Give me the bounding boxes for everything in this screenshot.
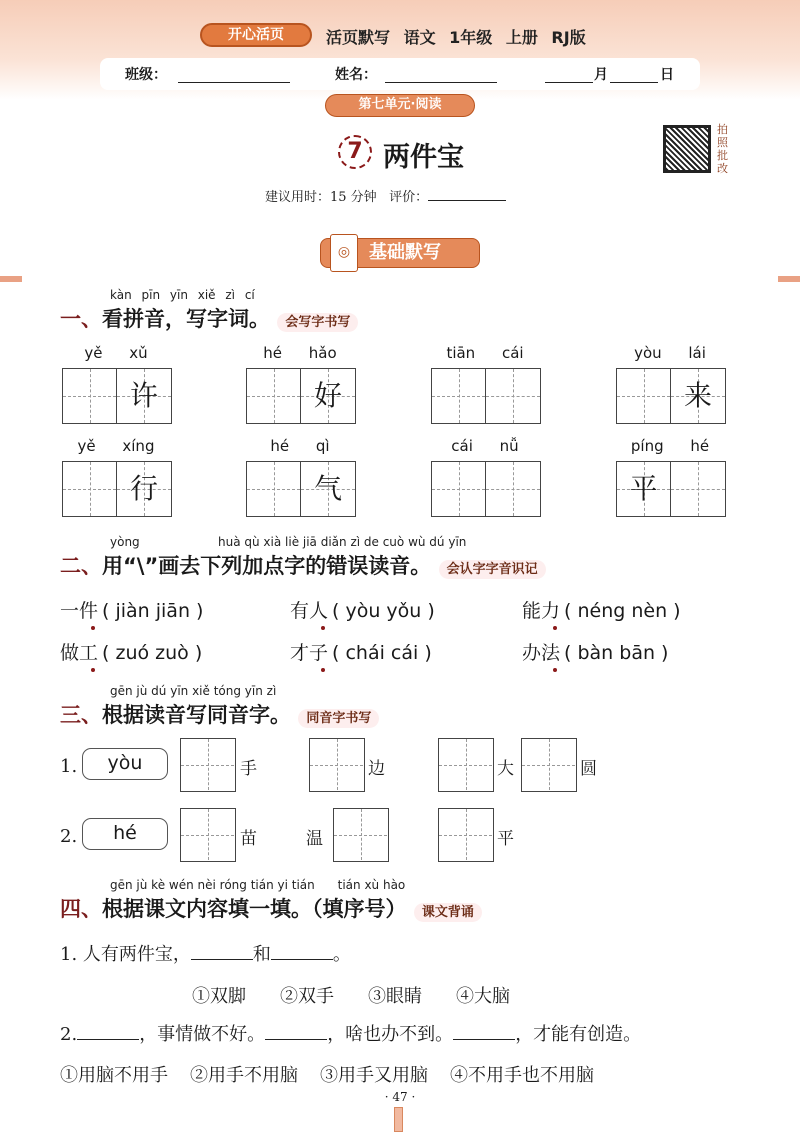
q4-s1-text: 1. 人有两件宝， [60,944,191,965]
given-char: 行 [129,472,158,505]
emphasis-dot [321,626,325,630]
q4-number: 四、 [60,897,102,921]
tianzige-cell[interactable] [301,369,355,423]
q4-s1-and: 和 [252,944,271,965]
word-pinyin: yòu lái [634,344,706,362]
tianzige-cell[interactable] [181,809,234,860]
name-field[interactable] [385,65,497,83]
emphasis-dot [91,668,95,672]
tianzige-cell[interactable] [117,369,171,423]
option: ①双脚 [192,986,246,1007]
q4-s1-blank-2[interactable] [271,959,333,960]
time-hint-text: 建议用时：15 分钟 [265,190,377,205]
pinyin-options[interactable]: ( bàn bān ) [564,642,669,664]
option: ③眼睛 [368,986,422,1007]
search-icon: ◎ [330,234,358,272]
tianzige-box[interactable] [333,808,389,862]
section-banner: 基础默写 [320,238,480,268]
given-char: 平 [629,472,658,505]
q4-sentence-1 [60,940,351,966]
q3-pinyin: gēn jù dú yīn xiě tóng yīn zì [110,684,277,698]
tianzige-cell[interactable] [486,462,540,516]
q2-pinyin-b: huà qù xià liè jiā diǎn zì de cuò wù dú yīn [218,535,467,549]
tianzige-cell[interactable] [432,369,486,423]
pronunciation-item [290,638,432,665]
class-field[interactable] [178,65,290,83]
brand-logo: 开心活页 [200,23,312,47]
q4-heading [60,893,482,923]
emphasis-dot [321,668,325,672]
word-pinyin: hé hǎo [263,344,337,362]
word-pinyin: yě xǔ [84,344,148,362]
given-char: 气 [313,472,342,505]
tianzige-box[interactable] [438,808,494,862]
tianzige-cell[interactable] [439,809,492,860]
dotted-word: 办法 [522,642,561,664]
context-char: 手 [240,759,257,779]
tianzige-cell[interactable] [334,809,387,860]
page-number: · 47 · [384,1090,416,1104]
pinyin-options[interactable]: ( zuó zuò ) [102,642,203,664]
day-label: 日 [660,67,674,83]
pinyin-pill: yòu [82,748,168,780]
tianzige-cell[interactable] [522,739,575,790]
tianzige-pair[interactable] [616,461,726,517]
tianzige-pair[interactable] [62,461,172,517]
word-pinyin: tiān cái [446,344,524,362]
q4-s2-num: 2. [60,1024,78,1045]
pinyin-options[interactable]: ( néng nèn ) [564,600,681,622]
context-char: 温 [306,829,323,849]
q2-number: 二、 [60,554,102,578]
tianzige-cell[interactable] [671,462,725,516]
option: ④大脑 [456,986,510,1007]
tianzige-pair[interactable] [616,368,726,424]
pronunciation-item [290,596,435,623]
time-hint [265,186,506,205]
tianzige-cell[interactable] [486,369,540,423]
q4-s2-options [60,1061,594,1087]
given-char: 许 [129,379,158,412]
q4-s2-blank-1[interactable] [77,1039,139,1040]
tianzige-pair[interactable] [62,368,172,424]
side-marker-left [0,276,22,282]
q4-s1-options [192,982,510,1008]
tianzige-cell[interactable] [63,462,117,516]
tianzige-pair[interactable] [246,368,356,424]
qr-caption: 拍照批改 [717,123,728,175]
given-char: 来 [683,379,712,412]
lesson-title: 两件宝 [383,142,464,173]
pronunciation-item [522,596,681,623]
q4-sentence-2 [60,1020,641,1046]
q1-pinyin: kàn pīn yīn xiě zì cí [110,288,255,302]
tianzige-cell[interactable] [301,462,355,516]
pronunciation-item [60,596,203,623]
context-char: 苗 [240,829,257,849]
tianzige-cell[interactable] [310,739,363,790]
pinyin-options[interactable]: ( jiàn jiān ) [102,600,204,622]
tianzige-cell[interactable] [432,462,486,516]
tianzige-cell[interactable] [117,462,171,516]
q2-pinyin-a: yòng [110,535,140,549]
tianzige-cell[interactable] [247,369,301,423]
q1-number: 一、 [60,307,102,331]
qr-code[interactable] [663,125,711,173]
pronunciation-item [522,638,668,665]
tianzige-box[interactable] [309,738,365,792]
month-field[interactable] [545,65,593,83]
q4-tag: 课文背诵 [414,903,482,922]
day-field[interactable] [610,65,658,83]
dotted-word: 做工 [60,642,99,664]
pronunciation-item [60,638,202,665]
word-pinyin: píng hé [630,437,710,455]
q4-s2-a: ，事情做不好。 [139,1024,266,1045]
q4-s1-blank-1[interactable] [191,959,253,960]
q4-s2-c: ，才能有创造。 [515,1024,642,1045]
option: ③用手又用脑 [320,1065,428,1086]
q2-tag: 会认字字音识记 [439,560,546,579]
q1-heading [60,303,358,333]
rating-label: 评价： [389,190,429,205]
q2-heading [60,550,546,580]
side-marker-right [778,276,800,282]
option: ④不用手也不用脑 [450,1065,594,1086]
tianzige-cell[interactable] [671,369,725,423]
given-char: 好 [313,379,342,412]
q1-tag: 会写字书写 [277,313,358,332]
dotted-word: 一件 [60,600,99,622]
context-char: 平 [497,829,514,849]
option: ①用脑不用手 [60,1065,168,1086]
row-number: 1. [60,756,78,777]
q3-heading [60,699,379,729]
tianzige-cell[interactable] [617,462,671,516]
unit-badge: 第七单元·阅读 [325,94,475,117]
pinyin-pill: hé [82,818,168,850]
context-char: 边 [368,759,385,779]
q2-title: 用“\”画去下列加点字的错误读音。 [102,554,432,578]
word-pinyin: hé qì [270,437,330,455]
rating-field[interactable] [428,200,506,201]
option: ②用手不用脑 [190,1065,298,1086]
q4-title: 根据课文内容填一填。（填序号） [102,897,407,921]
q4-s2-b: ，啥也办不到。 [327,1024,454,1045]
option: ②双手 [280,986,334,1007]
q1-title: 看拼音，写字词。 [102,307,270,331]
dotted-word: 能力 [522,600,561,622]
month-label: 月 [594,67,608,83]
bottom-marker [394,1107,403,1132]
tianzige-cell[interactable] [439,739,492,790]
tianzige-cell[interactable] [181,739,234,790]
tianzige-pair[interactable] [431,368,541,424]
q3-title: 根据读音写同音字。 [102,703,291,727]
q3-number: 三、 [60,703,102,727]
class-label: 班级： [125,67,167,83]
tianzige-box[interactable] [438,738,494,792]
name-label: 姓名： [335,67,377,83]
context-char: 大 [497,759,514,779]
q4-pinyin: gēn jù kè wén nèi róng tián yi tián tián xù hào [110,878,406,892]
tianzige-pair[interactable] [246,461,356,517]
lesson-number: 7 [338,135,372,169]
tianzige-cell[interactable] [63,369,117,423]
tianzige-box[interactable] [180,808,236,862]
tianzige-box[interactable] [180,738,236,792]
q4-s2-blank-3[interactable] [453,1039,515,1040]
word-pinyin: cái nǚ [451,437,519,455]
q3-tag: 同音字书写 [298,709,379,728]
tianzige-cell[interactable] [247,462,301,516]
pinyin-options[interactable]: ( chái cái ) [332,642,432,664]
emphasis-dot [91,626,95,630]
tianzige-box[interactable] [521,738,577,792]
row-number: 2. [60,826,78,847]
pinyin-options[interactable]: ( yòu yǒu ) [332,600,435,622]
context-char: 圆 [580,759,597,779]
book-title: 活页默写 语文 1年级 上册 RJ版 [326,28,586,47]
q4-s1-end: 。 [332,944,351,965]
tianzige-pair[interactable] [431,461,541,517]
dotted-word: 才子 [290,642,329,664]
word-pinyin: yě xíng [77,437,155,455]
emphasis-dot [553,668,557,672]
q4-s2-blank-2[interactable] [265,1039,327,1040]
emphasis-dot [553,626,557,630]
dotted-word: 有人 [290,600,329,622]
tianzige-cell[interactable] [617,369,671,423]
